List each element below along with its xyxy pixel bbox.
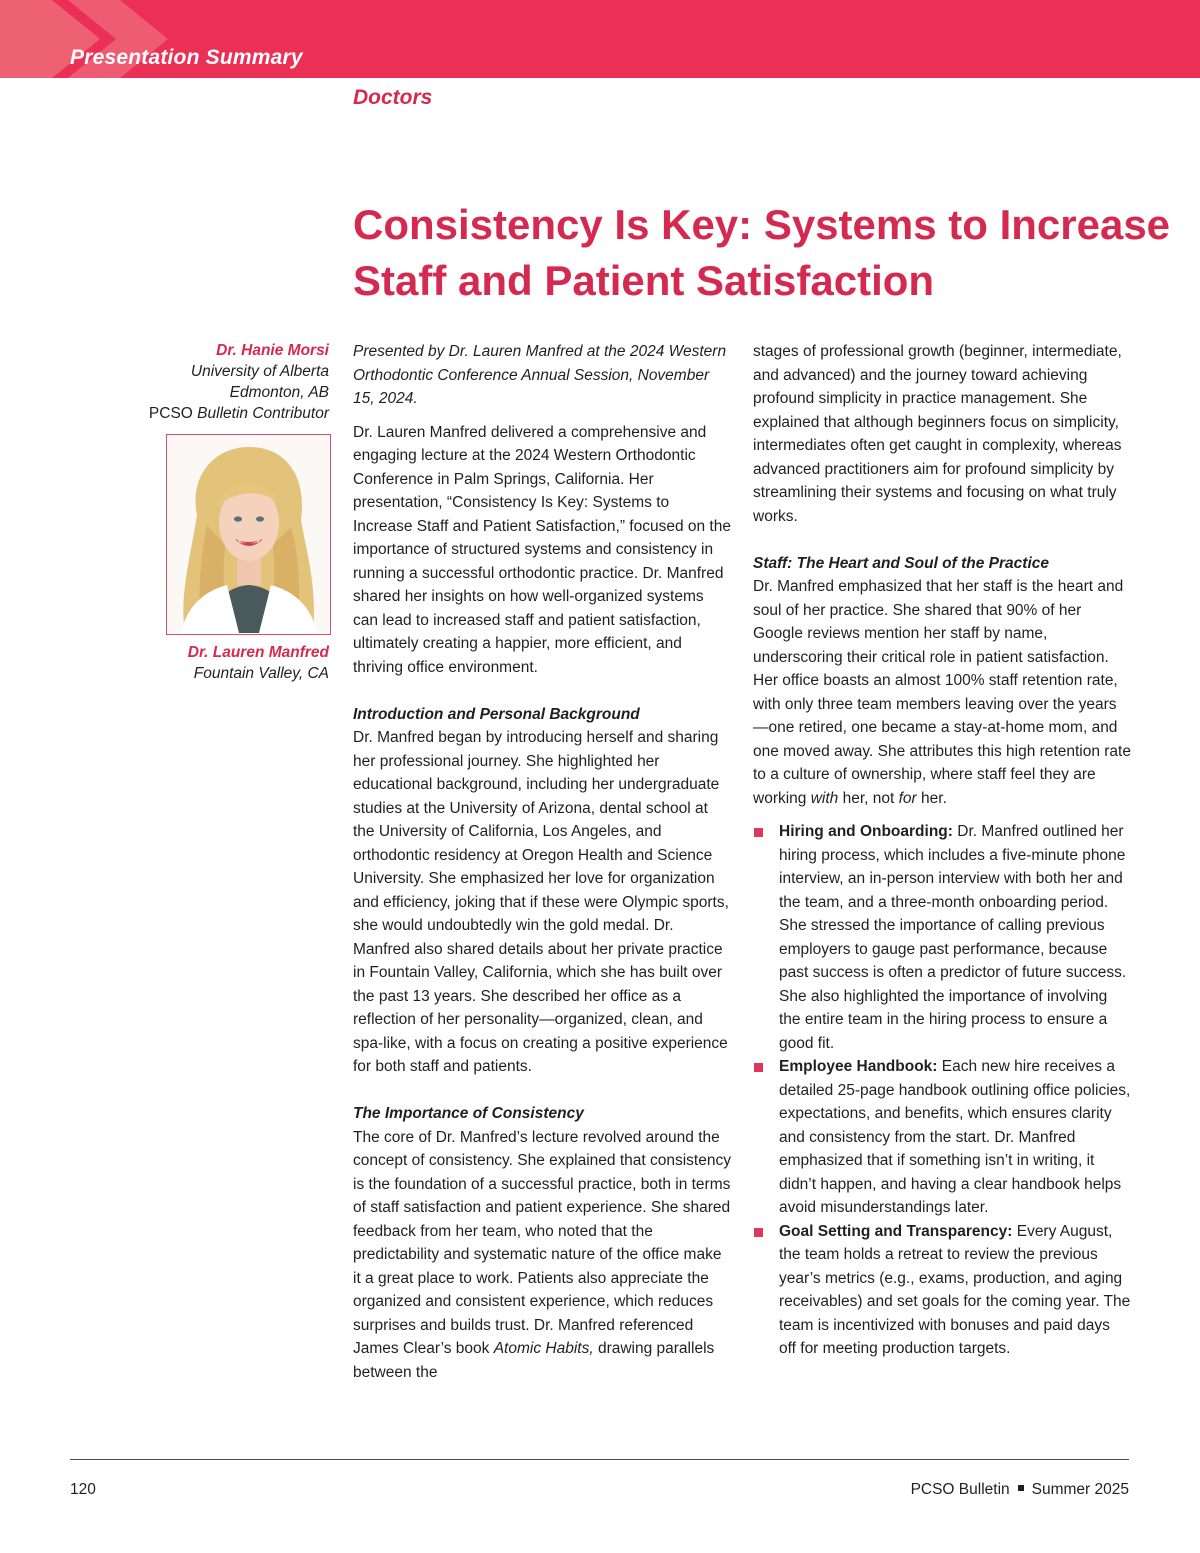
- book-title: Atomic Habits,: [493, 1340, 594, 1357]
- bullet-square-icon: [754, 828, 763, 837]
- author-affiliation: University of Alberta: [190, 363, 329, 380]
- author-role-text: Bulletin Contributor: [197, 405, 329, 422]
- author-block: [100, 340, 329, 424]
- consistency-text-end: drawing parallels between the: [353, 1340, 715, 1381]
- consistency-paragraph: [353, 1126, 731, 1385]
- header-banner: [0, 0, 1200, 78]
- subheading-background: Introduction and Personal Background: [353, 705, 640, 723]
- bullet-lead: Employee Handbook:: [779, 1058, 938, 1075]
- column-right: [753, 340, 1131, 1361]
- article-title: Consistency Is Key: Systems to Increase Staff and Patient Satisfaction: [353, 201, 1171, 304]
- author-location: Edmonton, AB: [229, 384, 329, 401]
- author-role-org: PCSO: [148, 405, 193, 422]
- staff-text-for: for: [898, 789, 917, 807]
- section-label: Doctors: [353, 86, 433, 109]
- footer-publication: [911, 1481, 1129, 1499]
- staff-text-with: with: [810, 789, 839, 807]
- caption-name: Dr. Lauren Manfred: [187, 644, 329, 661]
- footer-divider: [70, 1459, 1129, 1460]
- bullet-square-icon: [754, 1228, 763, 1237]
- issue-name: Summer 2025: [1031, 1481, 1129, 1498]
- staff-bullet-list: [753, 820, 1131, 1361]
- bullet-square-icon: [754, 1063, 763, 1072]
- continued-paragraph: stages of professional growth (beginner, intermediate, and advanced) and the journey toward achieving profound simplicity in practice management. She explained that although beginners focus on simplicity, intermediates often get caught in complexity, whereas advanced practitioners aim for profound simplicity by streamlining their systems and focusing on what truly works.: [753, 343, 1122, 525]
- intro-paragraph: Dr. Lauren Manfred delivered a comprehensive and engaging lecture at the 2024 Western Orthodontic Conference in Palm Springs, California. Her presentation, “Consistency Is Key: Systems to Increase Staff and Patient Satisfaction,” focused on the importance of structured systems and consistency in running a successful orthodontic practice. Dr. Manfred shared her insights on how well-organized systems can lead to increased staff and patient satisfaction, ultimately creating a happier, more efficient, and thriving office environment.: [353, 423, 731, 676]
- list-item: [753, 1055, 1131, 1220]
- list-item: [753, 820, 1131, 1055]
- bullet-text: Every August, the team holds a retreat to review the previous year’s metrics (e.g., exams, production, and aging receivables) and set goals for the coming year. The team is incentivized with bonuses and paid days off for meeting production targets.: [779, 1222, 1131, 1357]
- list-item: [753, 1220, 1131, 1361]
- staff-text-start: Dr. Manfred emphasized that her staff is the heart and soul of her practice. She shared that 90% of her Google reviews mention her staff by name, underscoring their critical role in patient satisfaction. Her office boasts an almost 100% staff retention rate, with only three team members leaving over the years—one retired, one became a stay-at-home mom, and one moved away. She attributes this high retention rate to a culture of ownership, where staff feel they are working: [753, 578, 1131, 807]
- subheading-staff: Staff: The Heart and Soul of the Practice: [753, 554, 1049, 572]
- bullet-lead: Goal Setting and Transparency:: [779, 1222, 1013, 1240]
- portrait-photo-icon: [167, 435, 329, 633]
- staff-paragraph: [753, 575, 1131, 810]
- background-paragraph: Dr. Manfred began by introducing herself and sharing her professional journey. She highlighted her educational background, including her undergraduate studies at the University of Arizona, dental school at the University of California, Los Angeles, and orthodontic residency at Oregon Health and Science University. She emphasized her love for organization and efficiency, joking that if these were Olympic sports, she would undoubtedly win the gold medal. Dr. Manfred also shared details about her private practice in Fountain Valley, California, which she has built over the past 13 years. She described her office as a reflection of her personality—organized, clean, and spa-like, with a focus on creating a positive experience for both staff and patients.: [353, 729, 729, 1075]
- bullet-text: Dr. Manfred outlined her hiring process, which includes a five-minute phone interview, an in-person interview with both her and the team, and a three-month onboarding period. She stressed the importance of calling previous employers to gauge past performance, because past success is often a predictor of future success. She also highlighted the importance of involving the entire team in the hiring process to ensure a good fit.: [779, 823, 1127, 1052]
- banner-label: Presentation Summary: [70, 46, 303, 69]
- bullet-lead: Hiring and Onboarding:: [779, 823, 953, 840]
- subheading-consistency: The Importance of Consistency: [353, 1105, 584, 1122]
- caption-location: Fountain Valley, CA: [193, 665, 329, 682]
- staff-text-mid: her, not: [838, 789, 899, 807]
- column-left: [353, 340, 731, 1384]
- page-number: 120: [70, 1481, 96, 1498]
- consistency-text-start: The core of Dr. Manfred’s lecture revolved around the concept of consistency. She explained that consistency is the foundation of a successful practice, both in terms of staff satisfaction and patient experience. She shared feedback from her team, who noted that the predictability and systematic nature of the office make it a great place to work. Patients also appreciate the organized and consistent experience, which reduces surprises and builds trust. Dr. Manfred referenced James Clear’s book: [353, 1128, 731, 1357]
- speaker-photo: [166, 434, 331, 635]
- presented-by: Presented by Dr. Lauren Manfred at the 2024 Western Orthodontic Conference Annual Session, November 15, 2024.: [353, 343, 727, 407]
- publication-name: PCSO Bulletin: [910, 1481, 1010, 1498]
- bullet-text: Each new hire receives a detailed 25-page handbook outlining office policies, expectations, and benefits, which ensures clarity and consistency from the start. Dr. Manfred emphasized that if something isn’t in writing, it didn’t happen, and having a clear handbook helps avoid misunderstandings later.: [779, 1058, 1131, 1216]
- staff-text-end: her.: [916, 789, 947, 807]
- author-role: [100, 403, 329, 424]
- separator-square-icon: [1018, 1485, 1024, 1491]
- photo-caption: [100, 642, 329, 684]
- author-name: Dr. Hanie Morsi: [216, 342, 329, 359]
